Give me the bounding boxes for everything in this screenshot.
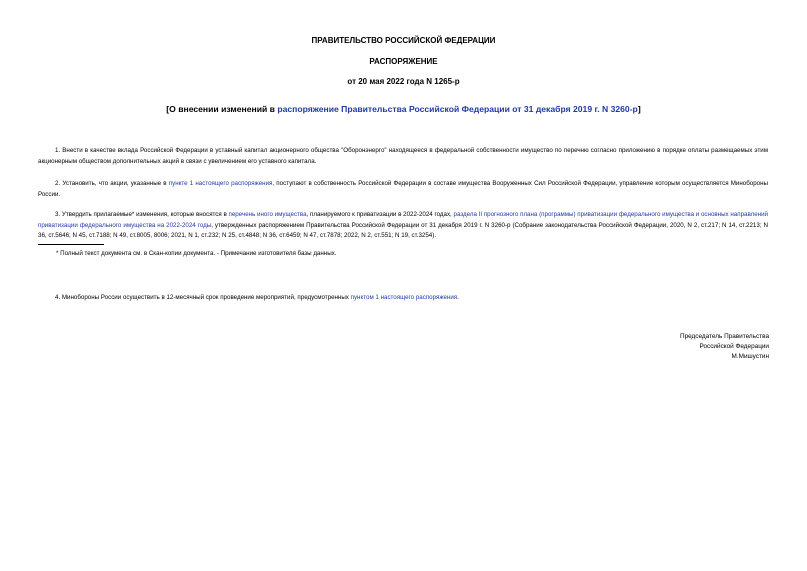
paragraph-2: [38, 179, 768, 200]
document-subject: [0, 104, 807, 114]
subject-link-regulation[interactable]: распоряжение Правительства Российской Федерации от 31 декабря 2019 г. N 3260-р: [277, 104, 638, 114]
paragraph-3-link-privatization-plan[interactable]: раздела II прогнозного плана (программы) приватизации федерального имущества и основных направлений приватизации федерального имущества на 2022-2024 годы: [38, 211, 768, 229]
paragraph-4: [38, 293, 768, 304]
paragraph-3-text-middle: , планируемого к приватизации в 2022-2024 годах,: [306, 211, 454, 218]
paragraph-3-link-property-list[interactable]: перечень иного имущества: [228, 211, 307, 218]
paragraph-1: [38, 146, 768, 167]
subject-suffix: ]: [637, 104, 641, 114]
paragraph-2-text-end: , поступают в собственность Российской Федерации в составе имущества Вооруженных Сил Российской Федерации, управление которым осуществляется Минобороны России.: [38, 180, 768, 198]
document-date-number: от 20 мая 2022 года N 1265-р: [347, 77, 460, 86]
paragraph-3-text-start: 3. Утвердить прилагаемые* изменения, которые вносятся в: [55, 211, 229, 218]
footnote: * Полный текст документа см. в Скан-копии документа. - Примечание изготовителя базы данных.: [56, 250, 337, 257]
paragraph-3: [38, 210, 768, 242]
signature-name: М.Мишустин: [731, 353, 769, 360]
signature-block: [680, 332, 769, 362]
paragraph-4-text-end: .: [457, 294, 459, 301]
signature-position: Председатель Правительства: [680, 333, 769, 340]
paragraph-3-text-end: , утвержденных распоряжением Правительства Российской Федерации от 31 декабря 2019 г. N 3260-р (Собрание законодательства Российской Федерации, 2020, N 2, ст.217; N 14, ст.2213; N 36, ст.5646; N 45, ст.7188; N 49, ст.8005, 8006; 2021, N 1, ст.232; N 25, ст.4848; N 36, ст.6459; N 47, ст.7878; 2022, N 2, ст.551; N 19, ст.3254).: [38, 221, 768, 239]
footnote-divider: [38, 244, 104, 245]
subject-prefix: [О внесении изменений в: [166, 104, 278, 114]
government-heading: ПРАВИТЕЛЬСТВО РОССИЙСКОЙ ФЕДЕРАЦИИ: [311, 36, 496, 45]
paragraph-2-link[interactable]: пункте 1 настоящего распоряжения: [168, 180, 273, 187]
paragraph-4-text-start: 4. Минобороны России осуществить в 12-месячный срок проведение мероприятий, предусмотренных: [55, 294, 351, 301]
document-type-heading: РАСПОРЯЖЕНИЕ: [369, 57, 438, 66]
paragraph-4-link[interactable]: пунктом 1 настоящего распоряжения: [350, 294, 458, 301]
signature-organization: Российской Федерации: [699, 343, 769, 350]
paragraph-2-text-start: 2. Установить, что акции, указанные в: [55, 180, 169, 187]
paragraph-1-text: 1. Внести в качестве вклада Российской Федерации в уставный капитал акционерного общества "Оборонэнерго" находящееся в федеральной собственности имущество по перечню согласно приложению в порядке оплаты размещаемых этим акционерным обществом дополнительных акций в связи с увеличением его уставного капитала.: [38, 147, 768, 165]
